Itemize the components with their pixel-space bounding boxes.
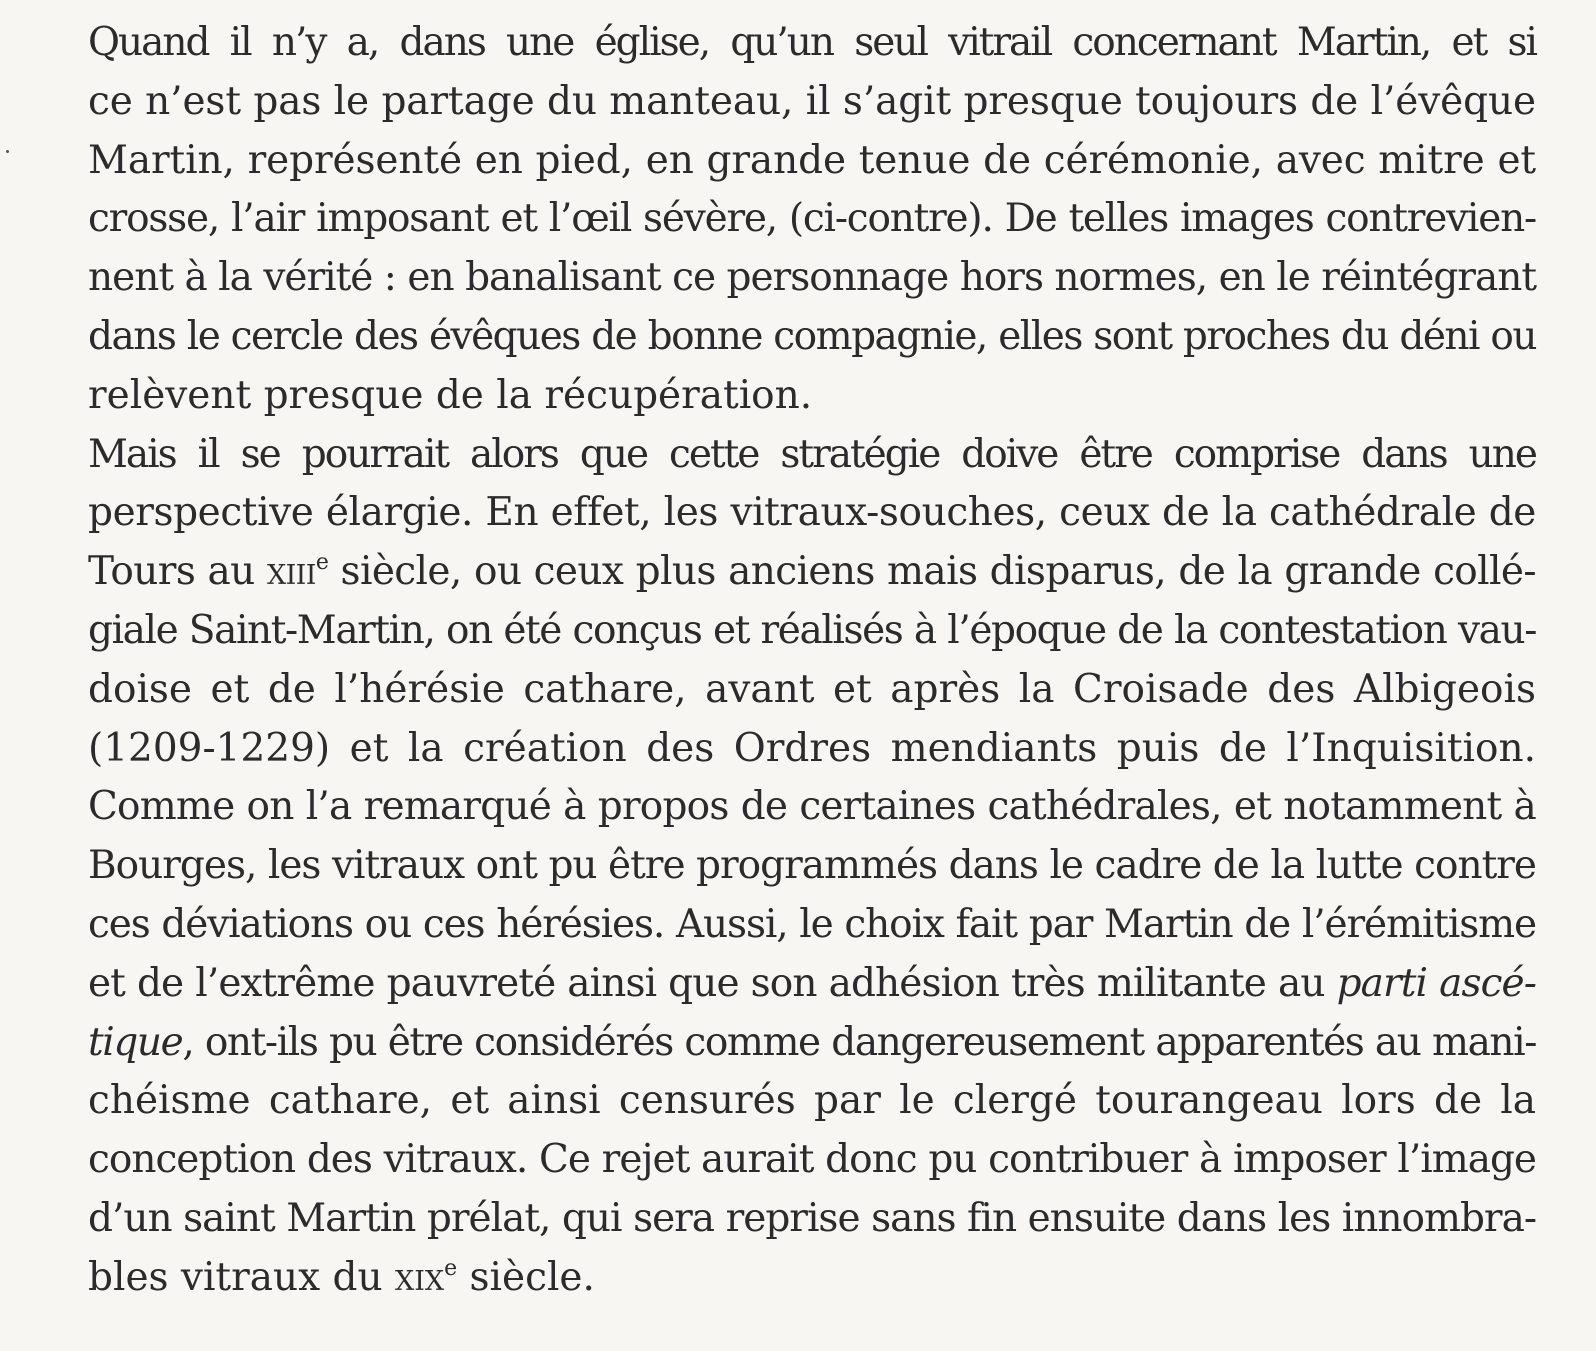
paragraph-2 <box>30 426 1536 1308</box>
text-line: conception des vitraux. Ce rejet aurait donc pu contribuer à imposer l’image <box>88 1137 1536 1183</box>
italic-term: tique <box>88 1019 183 1065</box>
italic-term: parti ascé- <box>1336 960 1536 1006</box>
text-segment: bles vitraux du <box>88 1254 395 1300</box>
text-line: perspective élargie. En effet, les vitraux-souches, ceux de la cathédrale de <box>88 490 1536 536</box>
text-line: relèvent presque de la récupération. <box>88 372 813 418</box>
text-line: Mais il se pourrait alors que cette stratégie doive être comprise dans une <box>88 431 1536 477</box>
text-line: crosse, l’air imposant et l’œil sévère, (ci-contre). De telles images contrevien- <box>88 196 1536 242</box>
text-segment: et de l’extrême pauvreté ainsi que son adhésion très militante au <box>88 960 1337 1006</box>
superscript: e <box>444 1255 458 1281</box>
century-numeral: xix <box>395 1254 445 1300</box>
text-line: ce n’est pas le partage du manteau, il s’agit presque toujours de l’évêque <box>88 78 1536 124</box>
paragraph-1 <box>30 14 1536 426</box>
text-line: Martin, représenté en pied, en grande tenue de cérémonie, avec mitre et <box>88 137 1536 183</box>
text-segment: , ont-ils pu être considérés comme dangereusement apparentés au mani- <box>182 1019 1536 1065</box>
text-line <box>30 543 1536 602</box>
text-line: nent à la vérité : en banalisant ce personnage hors normes, en le réintégrant <box>88 255 1536 301</box>
text-line: giale Saint-Martin, on été conçus et réalisés à l’époque de la contestation vau- <box>88 607 1536 653</box>
text-line <box>30 955 1536 1014</box>
text-line <box>30 1249 1536 1308</box>
text-line <box>30 1014 1536 1073</box>
text-line: Quand il n’y a, dans une église, qu’un seul vitrail concernant Martin, et si <box>88 20 1536 65</box>
text-line: ces déviations ou ces hérésies. Aussi, le choix fait par Martin de l’érémitisme <box>88 901 1536 947</box>
text-segment: siècle, ou ceux plus anciens mais disparus, de la grande collé- <box>328 549 1536 595</box>
text-segment: Tours au <box>88 549 267 595</box>
text-line: dans le cercle des évêques de bonne compagnie, elles sont proches du déni ou <box>88 313 1536 359</box>
document-page <box>30 14 1536 1308</box>
text-segment: siècle. <box>457 1254 595 1300</box>
text-line: (1209-1229) et la création des Ordres mendiants puis de l’Inquisition. <box>88 725 1536 771</box>
scan-speck <box>6 150 9 153</box>
text-line: d’un saint Martin prélat, qui sera reprise sans fin ensuite dans les innombra- <box>88 1195 1536 1241</box>
century-numeral: xiii <box>267 549 316 595</box>
superscript: e <box>315 550 329 576</box>
text-line: doise et de l’hérésie cathare, avant et après la Croisade des Albigeois <box>88 666 1536 712</box>
text-line: chéisme cathare, et ainsi censurés par le clergé tourangeau lors de la <box>88 1078 1536 1124</box>
text-line: Comme on l’a remarqué à propos de certaines cathédrales, et notamment à <box>88 784 1536 830</box>
text-line: Bourges, les vitraux ont pu être programmés dans le cadre de la lutte contre <box>88 843 1536 889</box>
